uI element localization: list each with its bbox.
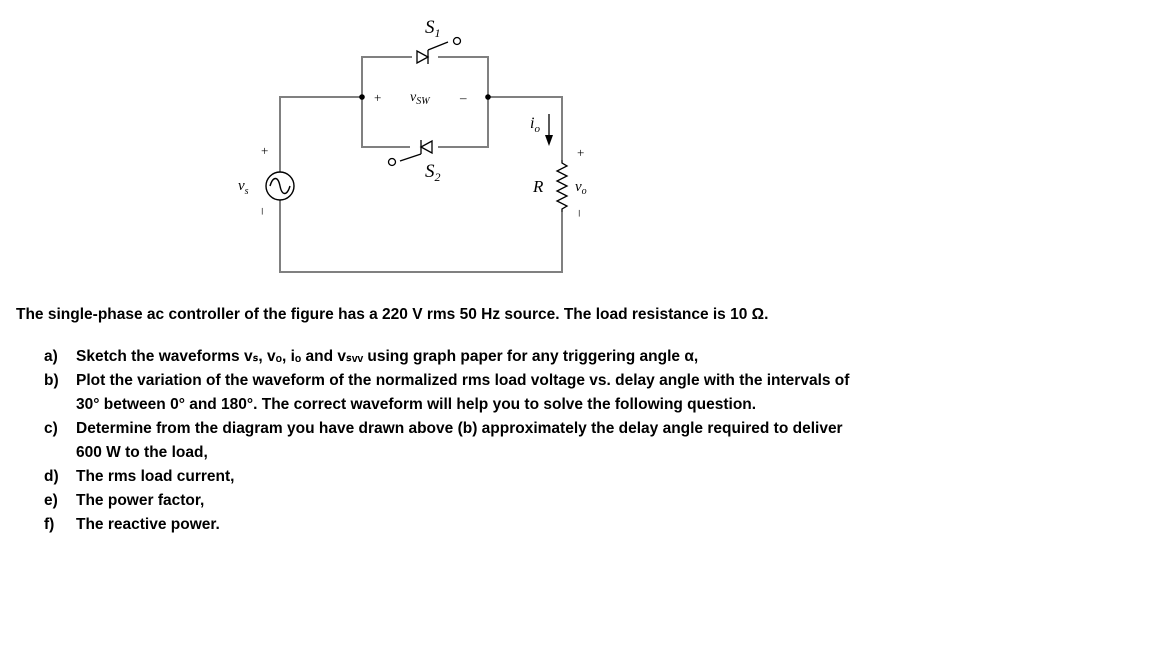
question-text-continued: 30° between 0° and 180°. The correct waveform will help you to solve the following question.: [76, 396, 757, 413]
s2-label: $S_2$: [425, 161, 441, 184]
vo-minus: –: [573, 210, 588, 217]
resistor-icon: [555, 160, 569, 212]
question-text: Sketch the waveforms vₛ, vₒ, iₒ and vₛᵥᵥ using graph paper for any triggering angle α,: [76, 348, 699, 365]
vsw-plus: +: [374, 90, 382, 105]
question-marker: c): [44, 420, 58, 437]
question-marker: a): [44, 348, 58, 365]
junction-dot-right: [485, 94, 491, 100]
question-text: The rms load current,: [76, 468, 235, 485]
problem-statement: The single-phase ac controller of the figure has a 220 V rms 50 Hz source. The load resistance is 10 Ω.: [16, 306, 769, 323]
question-text: The power factor,: [76, 492, 205, 509]
question-marker: b): [44, 372, 59, 389]
ac-source-icon: [266, 172, 294, 200]
r-label: R: [533, 177, 544, 196]
question-text: Determine from the diagram you have drawn above (b) approximately the delay angle required to deliver: [76, 420, 843, 437]
question-f: [44, 513, 849, 537]
vs-minus: –: [256, 208, 271, 215]
question-marker: d): [44, 468, 59, 485]
vs-label: $v_s$: [238, 178, 249, 197]
question-list: [44, 345, 849, 537]
vs-plus: +: [261, 143, 269, 158]
question-marker: f): [44, 516, 55, 533]
question-text: Plot the variation of the waveform of the normalized rms load voltage vs. delay angle with the intervals of: [76, 372, 850, 389]
circuit-wires: [280, 57, 562, 272]
circuit-diagram: [0, 0, 1152, 300]
question-d: [44, 465, 849, 489]
io-label: $i_o$: [530, 115, 540, 135]
current-arrow-icon: [545, 114, 553, 146]
junction-dot-left: [359, 94, 365, 100]
question-e: [44, 489, 849, 513]
question-b: [44, 369, 849, 417]
vo-label: $v_o$: [575, 179, 587, 197]
vsw-minus: –: [460, 90, 467, 105]
question-a: [44, 345, 849, 369]
question-marker: e): [44, 492, 58, 509]
vo-plus: +: [577, 145, 585, 160]
vsw-label: $v_{SW}$: [410, 90, 430, 107]
question-c: [44, 417, 849, 465]
thyristor-s1-icon: [412, 38, 461, 65]
question-text-continued: 600 W to the load,: [76, 444, 208, 461]
s1-label: $S_1$: [425, 17, 441, 40]
question-text: The reactive power.: [76, 516, 220, 533]
